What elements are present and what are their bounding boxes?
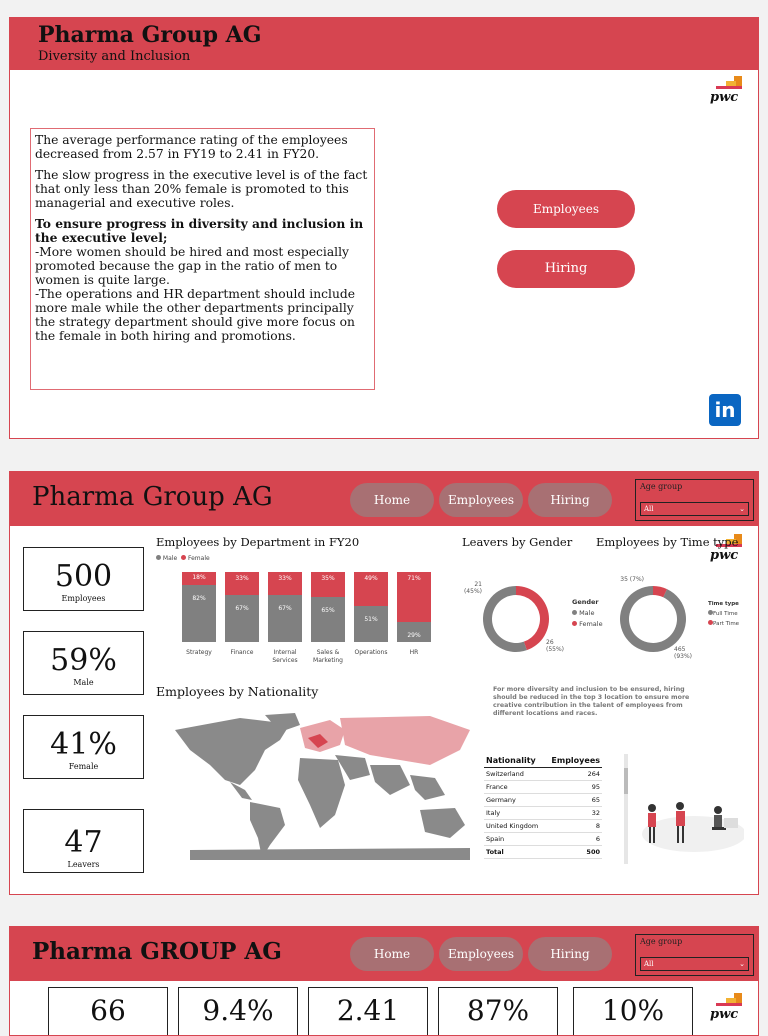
table-row: Italy 32 xyxy=(484,807,602,820)
table-row: Germany 65 xyxy=(484,794,602,807)
legend-item-female: Female xyxy=(572,619,603,630)
panel-header xyxy=(10,472,758,526)
age-group-slicer[interactable] xyxy=(635,479,754,521)
pwc-logo: pwc xyxy=(710,548,738,563)
timetype-chart-title: Employees by Time type xyxy=(596,535,739,549)
slicer-label: Age group xyxy=(640,482,683,491)
category-label: Operations xyxy=(354,649,388,656)
home-nav-button[interactable]: Home xyxy=(350,937,434,971)
bar-segment-female: 33% xyxy=(225,572,259,595)
legend-item-fulltime: Full Time xyxy=(708,609,739,619)
kpi-male xyxy=(23,631,144,695)
kpi-card: 9.4% xyxy=(178,987,298,1036)
bar-segment-female: 49% xyxy=(354,572,388,606)
map-south-asia xyxy=(370,765,410,795)
pwc-logo: pwc xyxy=(710,1007,738,1022)
nationality-map-title: Employees by Nationality xyxy=(156,684,319,699)
slicer-dropdown[interactable]: All ⌄ xyxy=(640,502,749,516)
chevron-down-icon: ⌄ xyxy=(739,960,745,968)
slicer-dropdown[interactable]: All ⌄ xyxy=(640,957,749,971)
table-total-row: Total 500 xyxy=(484,846,602,859)
kpi-leavers xyxy=(23,809,144,873)
hiring-nav-button[interactable]: Hiring xyxy=(528,483,612,517)
employees-nav-button[interactable]: Employees xyxy=(439,937,523,971)
map-southeast-asia xyxy=(410,775,445,800)
table-row: Switzerland 264 xyxy=(484,768,602,781)
age-group-slicer[interactable] xyxy=(635,934,754,976)
map-central-america xyxy=(230,782,252,800)
timetype-donut-chart xyxy=(606,569,706,679)
department-bar-chart xyxy=(170,572,450,664)
category-label: Finance xyxy=(230,649,254,656)
legend-title: Time type xyxy=(708,601,739,607)
kpi-value: 59% xyxy=(50,643,117,678)
panel-header xyxy=(10,18,758,70)
category-label: HR xyxy=(409,649,419,656)
employees-button[interactable]: Employees xyxy=(497,190,635,228)
department-bar[interactable] xyxy=(311,572,345,642)
donut-data-label: 465 (93%) xyxy=(674,646,693,660)
kpi-label: Male xyxy=(73,678,94,687)
kpi-card: 66 xyxy=(48,987,168,1036)
department-bar[interactable] xyxy=(182,572,216,642)
legend-title: Gender xyxy=(572,598,599,606)
bar-segment-male: 82% xyxy=(182,585,216,642)
donut-data-label: 21 (45%) xyxy=(463,581,482,595)
kpi-card: 2.41 xyxy=(308,987,428,1036)
timetype-legend xyxy=(708,599,739,629)
legend-male-label: Male xyxy=(162,555,178,562)
page-title: Pharma GROUP AG xyxy=(32,938,282,965)
insight-executive: The slow progress in the executive level is of the fact that only less than 20% female is promoted to this managerial and executive roles. xyxy=(35,168,368,210)
category-label: Sales & Marketing xyxy=(313,649,343,664)
leavers-legend xyxy=(572,597,603,630)
scrollbar-thumb[interactable] xyxy=(624,768,628,794)
insight-performance: The average performance rating of the employees decreased from 2.57 in FY19 to 2.41 in FY20. xyxy=(35,133,348,161)
donut-slice-male[interactable] xyxy=(483,586,527,652)
map-africa xyxy=(298,758,345,828)
category-label: Strategy xyxy=(186,649,212,656)
employees-nav-button[interactable]: Employees xyxy=(439,483,523,517)
home-nav-button[interactable]: Home xyxy=(350,483,434,517)
slicer-label: Age group xyxy=(640,937,683,946)
department-bar[interactable] xyxy=(397,572,431,642)
table-row: Spain 6 xyxy=(484,833,602,846)
table-row: United Kingdom 8 xyxy=(484,820,602,833)
kpi-female xyxy=(23,715,144,779)
world-map xyxy=(170,710,480,860)
department-chart-legend xyxy=(156,555,210,562)
donut-slice-female[interactable] xyxy=(516,586,549,650)
page-subtitle: Diversity and Inclusion xyxy=(38,49,191,64)
kpi-label: Employees xyxy=(61,594,106,603)
linkedin-icon[interactable]: in xyxy=(709,394,741,426)
insight-recommendation-heading: To ensure progress in diversity and inclusion in the executive level; xyxy=(35,216,364,245)
chevron-down-icon: ⌄ xyxy=(739,505,745,513)
insights-panel xyxy=(9,17,759,439)
kpi-label: Female xyxy=(68,762,99,771)
bar-segment-male: 65% xyxy=(311,597,345,643)
map-australia xyxy=(420,808,465,838)
bar-segment-male: 51% xyxy=(354,606,388,642)
map-antarctica xyxy=(190,848,470,860)
team-illustration xyxy=(634,794,744,854)
bar-segment-female: 33% xyxy=(268,572,302,595)
page-title: Pharma Group AG xyxy=(38,22,262,48)
hiring-panel xyxy=(9,926,759,1036)
map-north-america xyxy=(175,718,290,785)
pwc-logo: pwc xyxy=(710,90,738,105)
bar-segment-male: 67% xyxy=(225,595,259,642)
bar-segment-female: 35% xyxy=(311,572,345,597)
table-scrollbar[interactable] xyxy=(624,754,628,864)
map-europe xyxy=(300,720,345,752)
donut-data-label: 26 (55%) xyxy=(546,639,565,653)
bar-segment-male: 29% xyxy=(397,622,431,642)
legend-item-parttime: Part Time xyxy=(708,619,739,629)
department-bar[interactable] xyxy=(225,572,259,642)
kpi-card: 10% xyxy=(573,987,693,1036)
table-header-row xyxy=(484,754,602,768)
legend-male-swatch xyxy=(572,610,577,615)
hiring-note: For more diversity and inclusion to be ensured, hiring should be reduced in the top 3 location to ensure more creative contribution in the talent of employees from different locations and races. xyxy=(493,686,690,717)
legend-female-label: Female xyxy=(187,555,210,562)
department-bar[interactable] xyxy=(268,572,302,642)
leavers-chart-title: Leavers by Gender xyxy=(462,535,573,549)
column-header-nationality[interactable]: Nationality xyxy=(484,754,545,768)
leavers-donut-chart xyxy=(458,569,588,679)
panel-header xyxy=(10,927,758,981)
page-title: Pharma Group AG xyxy=(32,482,273,512)
legend-male-swatch xyxy=(156,555,161,560)
department-bar[interactable] xyxy=(354,572,388,642)
hiring-button[interactable]: Hiring xyxy=(497,250,635,288)
nationality-table xyxy=(484,754,602,859)
kpi-value: 47 xyxy=(64,825,103,860)
kpi-card: 87% xyxy=(438,987,558,1036)
kpi-value: 41% xyxy=(50,727,117,762)
insights-textbox xyxy=(30,128,375,390)
table-row: France 95 xyxy=(484,781,602,794)
category-label: Internal Services xyxy=(272,649,298,664)
insight-recommendation-departments: -The operations and HR department should include more male while the other departments principally the strategy department should give more focus on the female in both hiring and promotions. xyxy=(35,287,356,343)
employees-panel xyxy=(9,471,759,895)
bar-segment-female: 18% xyxy=(182,572,216,585)
legend-item-male: Male xyxy=(572,608,603,619)
kpi-employees xyxy=(23,547,144,611)
donut-data-label: 35 (7%) xyxy=(620,576,644,583)
department-chart-title: Employees by Department in FY20 xyxy=(156,535,360,549)
insight-recommendation-women: -More women should be hired and most especially promoted because the gap in the ratio of men to women is quite large. xyxy=(35,245,349,287)
hiring-nav-button[interactable]: Hiring xyxy=(528,937,612,971)
legend-female-swatch xyxy=(181,555,186,560)
kpi-label: Leavers xyxy=(67,860,100,869)
legend-female-swatch xyxy=(572,621,577,626)
column-header-employees[interactable]: Employees xyxy=(545,754,602,768)
bar-segment-male: 67% xyxy=(268,595,302,642)
donut-slice-full-time[interactable] xyxy=(620,586,686,652)
bar-segment-female: 71% xyxy=(397,572,431,622)
kpi-value: 500 xyxy=(54,559,113,594)
